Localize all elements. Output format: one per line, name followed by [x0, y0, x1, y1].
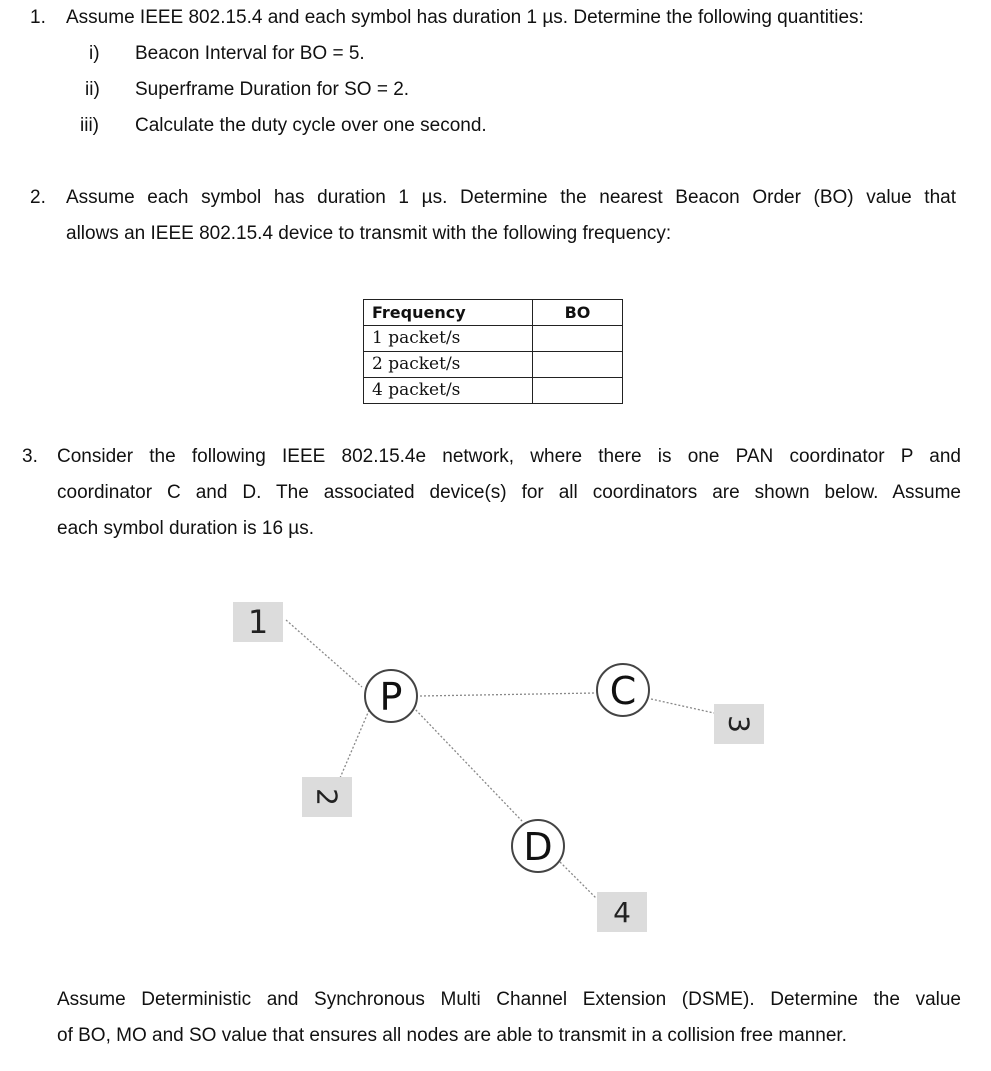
device-label-1: 1: [247, 603, 269, 641]
device-label-4: 4: [613, 896, 631, 929]
q1-item-text: Calculate the duty cycle over one second.: [135, 115, 487, 136]
q1-item-label: i): [89, 43, 100, 64]
q3-number: 3.: [22, 446, 38, 467]
device-label-3: 3: [722, 715, 756, 733]
table-header-row: [364, 300, 623, 326]
coordinator-label-d: D: [523, 825, 553, 869]
q1-text: Assume IEEE 802.15.4 and each symbol has duration 1 µs. Determine the following quantities:: [66, 7, 864, 28]
coordinator-label-p: P: [379, 675, 403, 719]
table-cell: [533, 326, 623, 352]
coordinator-label-c: C: [609, 669, 637, 713]
table-header: Frequency: [364, 300, 533, 326]
q1-item-text: Superframe Duration for SO = 2.: [135, 79, 410, 100]
table-row: [364, 378, 623, 404]
table-row: [364, 352, 623, 378]
table-cell: 1 packet/s: [364, 326, 533, 352]
table-header: BO: [533, 300, 623, 326]
link-p-d: [413, 707, 522, 821]
q2-number: 2.: [30, 187, 46, 208]
network-diagram: [0, 580, 991, 960]
q3-text-line: each symbol duration is 16 µs.: [57, 518, 315, 539]
q3-text-line: Consider the following IEEE 802.15.4e network, where there is one PAN coordinator P and: [57, 446, 961, 467]
q2-text-line: Assume each symbol has duration 1 µs. Determine the nearest Beacon Order (BO) value that: [66, 187, 956, 208]
link-p-c: [420, 693, 596, 696]
table-cell: [533, 378, 623, 404]
table-cell: [533, 352, 623, 378]
table-row: [364, 326, 623, 352]
q1-item-text: Beacon Interval for BO = 5.: [135, 43, 365, 64]
q1-item-label: iii): [80, 115, 99, 136]
q3-text-line: coordinator C and D. The associated device(s) for all coordinators are shown below. Assume: [57, 482, 961, 503]
table-cell: 2 packet/s: [364, 352, 533, 378]
device-label-2: 2: [310, 788, 344, 806]
link-d-4: [560, 862, 596, 898]
frequency-table: [363, 299, 623, 404]
q3-closing-line: Assume Deterministic and Synchronous Multi Channel Extension (DSME). Determine the value: [57, 989, 961, 1010]
link-1-p: [286, 620, 362, 687]
q2-text-line: allows an IEEE 802.15.4 device to transmit with the following frequency:: [66, 223, 672, 244]
q1-item-label: ii): [85, 79, 100, 100]
link-2-p: [340, 708, 370, 778]
q3-closing-line: of BO, MO and SO value that ensures all nodes are able to transmit in a collision free manner.: [57, 1025, 847, 1046]
link-c-3: [651, 699, 714, 713]
table-cell: 4 packet/s: [364, 378, 533, 404]
q1-number: 1.: [30, 7, 46, 28]
